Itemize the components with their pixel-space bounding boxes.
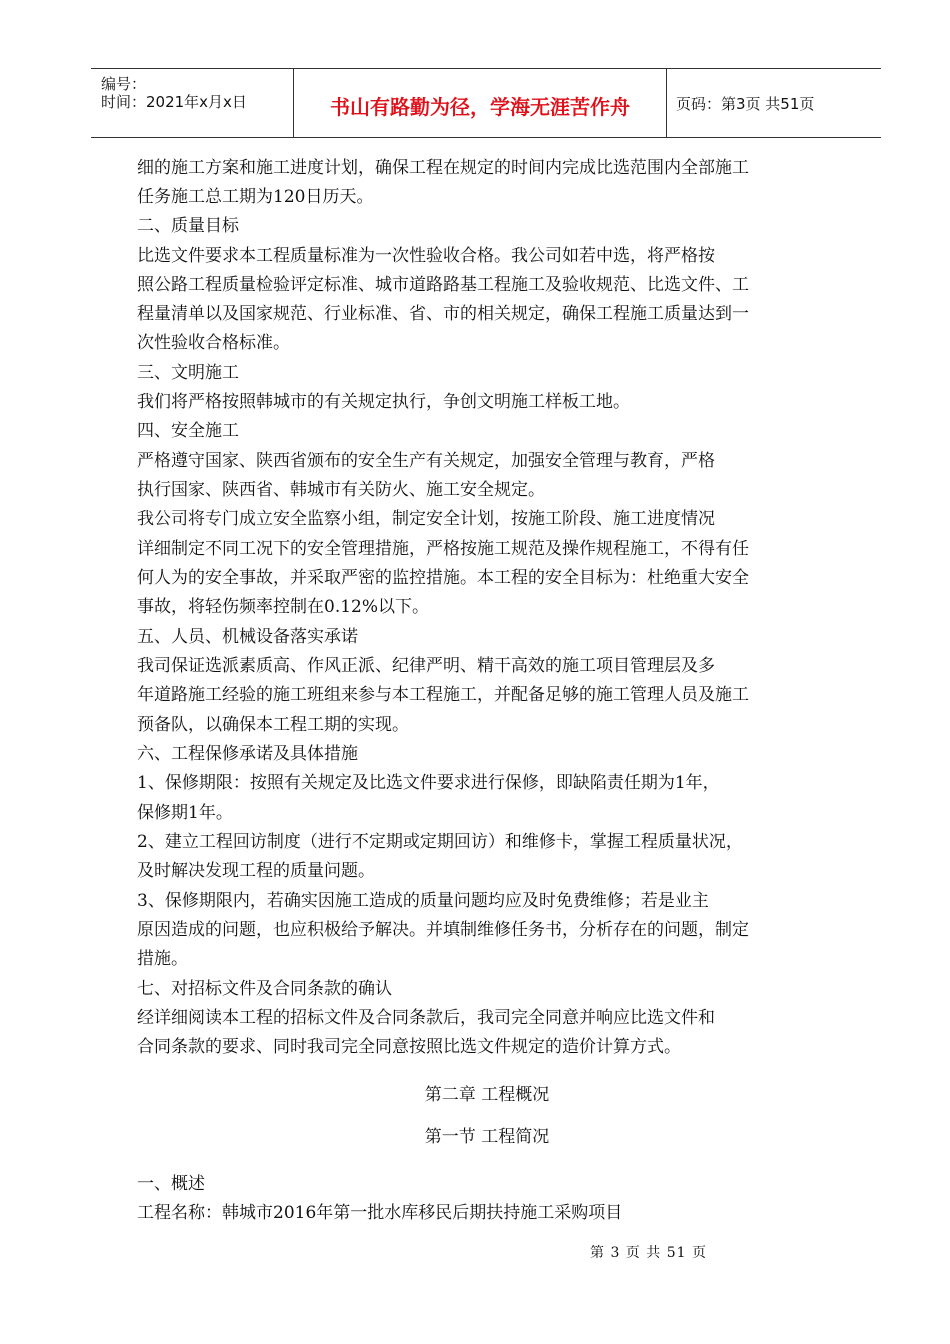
body-line: 原因造成的问题，也应积极给予解决。并填制维修任务书，分析存在的问题，制定 <box>137 920 749 940</box>
body-line: 预备队，以确保本工程工期的实现。 <box>137 715 409 735</box>
body-line: 措施。 <box>137 949 188 969</box>
body-line: 任务施工总工期为120日历天。 <box>137 187 374 207</box>
body-line: 合同条款的要求、同时我司完全同意按照比选文件规定的造价计算方式。 <box>137 1037 681 1057</box>
heading-safety-construction: 四、安全施工 <box>137 421 239 441</box>
overview-heading: 一、概述 <box>137 1174 205 1194</box>
body-line: 3、保修期限内，若确实因施工造成的质量问题均应及时免费维修；若是业主 <box>137 891 709 911</box>
heading-quality-goal: 二、质量目标 <box>137 216 239 236</box>
body-line: 何人为的安全事故，并采取严密的监控措施。本工程的安全目标为：杜绝重大安全 <box>137 568 749 588</box>
body-line: 事故，将轻伤频率控制在0.12%以下。 <box>137 597 430 617</box>
page-header <box>91 68 881 138</box>
body-line: 次性验收合格标准。 <box>137 333 290 353</box>
body-line: 我司保证选派素质高、作风正派、纪律严明、精干高效的施工项目管理层及多 <box>137 656 715 676</box>
header-motto-cell <box>293 69 667 137</box>
body-line: 比选文件要求本工程质量标准为一次性验收合格。我公司如若中选，将严格按 <box>137 246 715 266</box>
header-info-cell <box>91 69 293 137</box>
body-line: 我们将严格按照韩城市的有关规定执行，争创文明施工样板工地。 <box>137 392 630 412</box>
body-line: 年道路施工经验的施工班组来参与本工程施工，并配备足够的施工管理人员及施工 <box>137 685 749 705</box>
document-time: 时间：2021年x月x日 <box>101 93 247 111</box>
heading-tender-confirmation: 七、对招标文件及合同条款的确认 <box>137 979 392 999</box>
header-page-cell <box>666 69 881 137</box>
header-page-code: 页码：第3页 共51页 <box>676 95 815 113</box>
body-line: 及时解决发现工程的质量问题。 <box>137 861 375 881</box>
body-line: 严格遵守国家、陕西省颁布的安全生产有关规定，加强安全管理与教育，严格 <box>137 451 715 471</box>
chapter-title: 第二章 工程概况 <box>424 1085 550 1105</box>
document-number-label: 编号： <box>101 75 147 93</box>
heading-personnel-equipment: 五、人员、机械设备落实承诺 <box>137 627 358 647</box>
heading-warranty: 六、工程保修承诺及具体措施 <box>137 744 358 764</box>
body-line: 执行国家、陕西省、韩城市有关防火、施工安全规定。 <box>137 480 545 500</box>
body-line: 经详细阅读本工程的招标文件及合同条款后，我司完全同意并响应比选文件和 <box>137 1008 715 1028</box>
header-motto: 书山有路勤为径，学海无涯苦作舟 <box>330 95 630 119</box>
heading-civilized-construction: 三、文明施工 <box>137 363 239 383</box>
project-name-line: 工程名称：韩城市2016年第一批水库移民后期扶持施工采购项目 <box>137 1203 623 1223</box>
section-title: 第一节 工程简况 <box>424 1127 550 1147</box>
body-line: 我公司将专门成立安全监察小组，制定安全计划，按施工阶段、施工进度情况 <box>137 509 715 529</box>
body-line: 保修期1年。 <box>137 803 233 823</box>
body-line: 程量清单以及国家规范、行业标准、省、市的相关规定，确保工程施工质量达到一 <box>137 304 749 324</box>
body-line: 1、保修期限：按照有关规定及比选文件要求进行保修，即缺陷责任期为1年， <box>137 773 720 793</box>
body-line: 2、建立工程回访制度（进行不定期或定期回访）和维修卡，掌握工程质量状况， <box>137 832 743 852</box>
body-line: 详细制定不同工况下的安全管理措施，严格按施工规范及操作规程施工，不得有任 <box>137 539 749 559</box>
page-footer: 第 3 页 共 51 页 <box>590 1245 707 1261</box>
body-line: 细的施工方案和施工进度计划，确保工程在规定的时间内完成比选范围内全部施工 <box>137 158 749 178</box>
body-line: 照公路工程质量检验评定标准、城市道路路基工程施工及验收规范、比选文件、工 <box>137 275 749 295</box>
